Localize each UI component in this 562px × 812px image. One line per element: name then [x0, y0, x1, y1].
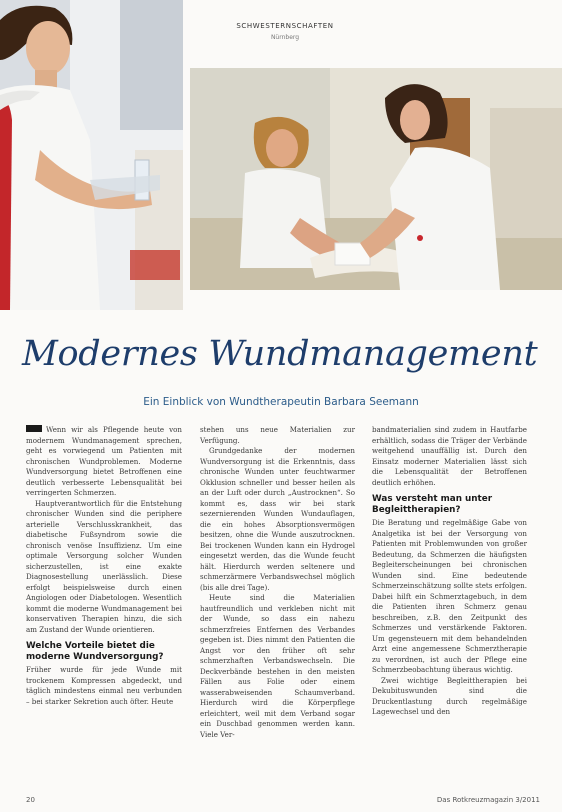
magazine-footer: Das Rotkreuzmagazin 3/2011	[436, 796, 540, 804]
section-heading: Was versteht man unter Begleittherapien?	[372, 494, 493, 515]
intro-marker	[26, 425, 42, 432]
paragraph: stehen uns neue Materialien zur Verfügung.	[200, 425, 355, 445]
paragraph-text: Wenn wir als Pflegende heute von modernem Wundmanagement sprechen, geht es vorwiegend um Patienten mit chronischen Wundproblemen. Moderne Wundversorgung bietet Betroffenen eine deutlich verbesserte Lebensqualität bei verringerten Schmerzen.	[26, 425, 182, 497]
section-sublabel: Nürnberg	[270, 34, 300, 41]
section-heading: Welche Vorteile bietet die moderne Wundversorgung?	[26, 641, 164, 662]
article-subtitle: Ein Einblick von Wundtherapeutin Barbara Seemann	[143, 396, 419, 408]
wound-care-photo	[190, 68, 562, 290]
paragraph: Früher wurde für jede Wunde mit trockenem Kompressen abgedeckt, und täglich mindestens einmal neu verbunden – bei starker Sekretion auch öfter. Heute	[26, 665, 182, 706]
paragraph: Zwei wichtige Begleittherapien bei Dekubituswunden sind die Druckentlastung durch regelmäßige Lagewechsel und den	[372, 675, 527, 716]
text-column-2	[200, 425, 355, 740]
article-title: Modernes Wundmanagement	[22, 334, 538, 374]
paragraph: bandmaterialien sind zudem in Hautfarbe erhältlich, sodass die Träger der Verbände weitgehend unauffällig ist. Durch den Einsatz moderner Materialien lässt sich die Lebensqualität der Betroffenen deutlich erhöhen.	[372, 425, 527, 487]
section-label: SCHWESTERNSCHAFTEN	[236, 22, 334, 30]
paragraph	[26, 425, 182, 499]
paragraph: Die Beratung und regelmäßige Gabe von Analgetika ist bei der Versorgung von Patienten mit Problemwunden von großer Bedeutung, da Schmerzen die häufigsten Begleiterscheinungen bei chronischen Wunden sind. Eine bedeutende Schmerzeinschätzung sollte stets erfolgen. Dabei hilft ein Schmerztagebuch, in dem die Patienten ihren Schmerz genau beschreiben, z.B. den Zeitpunkt des Schmerzes und verstärkende Faktoren. Um gegensteuern mit dem behandelnden Arzt eine angemessene Schmerztherapie zu verordnen, ist auch der Pflege eine Schmerzbeobachtung überaus wichtig.	[372, 518, 527, 674]
text-column-3	[372, 425, 527, 718]
paragraph: Hauptverantwortlich für die Entstehung chronischer Wunden sind die periphere arterielle Verschlusskrankheit, das diabetische Fußsyndrom sowie die chronisch venöse Insuffizienz. Um eine optimale Versorgung solcher Wunden sicherzustellen, ist eine exakte Diagnosestellung unerlässlich. Diese erfolgt beispielsweise durch einen Angiologen oder Diabetologen. Wesentlich kommt die moderne Wundmanagement bei konservativen Therapien hinzu, die sich am Zustand der Wunde orientieren.	[26, 498, 182, 634]
text-column-1	[26, 425, 182, 707]
paragraph: Grundgedanke der modernen Wundversorgung ist die Erkenntnis, dass chronische Wunden unter feuchtwarmer Okklusion schneller und besser heilen als an der Luft oder durch „Austrocknen“. So kommt es, dass wir bei stark sezernierenden Wunden Wundauflagen, die ein hohes Absorptionsvermögen besitzen, ohne die Wunde auszutrocknen. Bei trockenen Wunden kann ein Hydrogel eingesetzt werden, das die Wunde feucht hält. Hierdurch werden seltenere und schmerzärmere Verbandswechsel möglich (bis alle drei Tage).	[200, 446, 355, 592]
paragraph: Heute sind die Materialien hautfreundlich und verkleben nicht mit der Wunde, so dass ein nahezu schmerzfreies Entfernen des Verbandes gegeben ist. Dies nimmt den Patienten die Angst vor den früher oft sehr schmerzhaften Verbandswechseln. Die Deckverbände bestehen in den meisten Fällen aus Folie oder einem wasserabweisenden Schaumverband. Hierdurch wird die Körperpflege erleichtert, weil mit dem Verband sogar ein Duschbad genommen werden kann. Viele Ver-	[200, 593, 355, 739]
nurse-preparing-medication-photo	[0, 0, 183, 310]
page-number: 20	[26, 796, 35, 804]
